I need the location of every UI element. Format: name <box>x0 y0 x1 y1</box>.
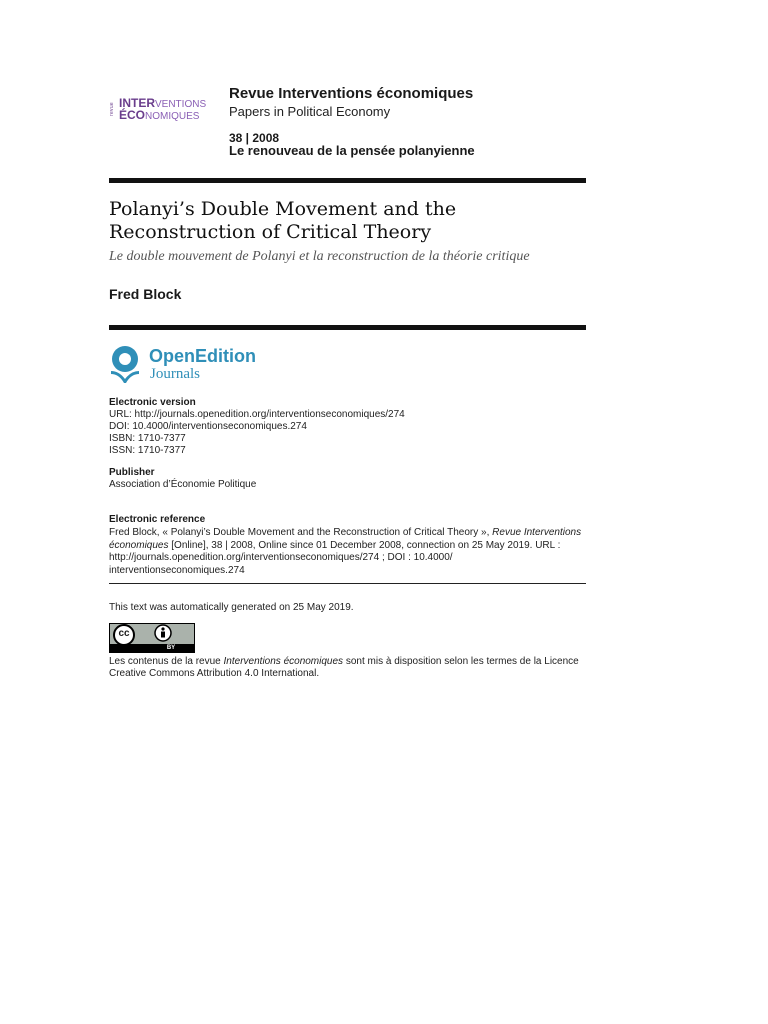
electronic-version-heading: Electronic version <box>109 397 196 408</box>
bottom-divider <box>109 325 586 330</box>
license-journal: Interventions économiques <box>223 656 344 667</box>
issue-theme: Le renouveau de la pensée polanyienne <box>229 143 475 158</box>
electronic-version-doi[interactable]: DOI: 10.4000/interventionseconomiques.274 <box>109 421 307 432</box>
openedition-name: OpenEdition <box>149 346 256 366</box>
cc-text: cc <box>118 628 130 639</box>
logo-eco: ÉCO <box>119 108 146 122</box>
reference-part-1: Fred Block, « Polanyi’s Double Movement and the Reconstruction of Critical Theory », <box>109 527 493 538</box>
publisher-name: Association d’Économie Politique <box>109 479 257 490</box>
journal-logo <box>109 95 213 123</box>
logo-nomiques: NOMIQUES <box>145 111 200 122</box>
article-subtitle: Le double mouvement de Polanyi et la reconstruction de la théorie critique <box>109 249 530 264</box>
cc-by-badge[interactable] <box>109 623 195 653</box>
publisher-heading: Publisher <box>109 467 155 478</box>
journal-subtitle: Papers in Political Economy <box>229 104 391 119</box>
license-part-2: sont mis à disposition selon les termes de la Licence Creative Commons Attribution 4.0 International. <box>109 656 579 679</box>
openedition-logo[interactable] <box>109 345 269 387</box>
license-part-1: Les contenus de la revue <box>109 656 224 667</box>
reference-part-2: [Online], 38 | 2008, Online since 01 December 2008, connection on 25 May 2019. URL : http://journals.openedition.org/interventionseconomiques/274 ; DOI : 10.4000/ interventionseconomiques.274 <box>109 539 561 576</box>
article-title <box>109 198 579 244</box>
openedition-flower-icon <box>109 345 145 385</box>
issue-number: 38 | 2008 <box>229 131 280 145</box>
electronic-version-issn: ISSN: 1710-7377 <box>109 445 186 456</box>
reference-journal: Revue Interventions économiques <box>109 527 582 551</box>
logo-inter: INTER <box>119 96 155 110</box>
electronic-reference-heading: Electronic reference <box>109 514 206 525</box>
license-text <box>109 656 585 680</box>
thin-divider <box>109 583 586 584</box>
generated-note: This text was automatically generated on 25 May 2019. <box>109 602 354 613</box>
logo-line-2 <box>119 109 199 123</box>
openedition-journals: Journals <box>150 366 200 382</box>
electronic-reference-text <box>109 527 585 577</box>
article-title-line-1: Polanyi’s Double Movement and the <box>109 198 457 220</box>
journal-title: Revue Interventions économiques <box>229 85 474 102</box>
electronic-version-isbn: ISBN: 1710-7377 <box>109 433 186 444</box>
logo-revue-text: revue <box>109 102 115 117</box>
electronic-version-url[interactable]: URL: http://journals.openedition.org/interventionseconomiques/274 <box>109 409 405 420</box>
cc-by-label: BY <box>166 645 176 651</box>
logo-ventions: VENTIONS <box>155 99 207 110</box>
article-title-line-2: Reconstruction of Critical Theory <box>109 221 432 243</box>
top-divider <box>109 178 586 183</box>
author-name: Fred Block <box>109 286 182 302</box>
